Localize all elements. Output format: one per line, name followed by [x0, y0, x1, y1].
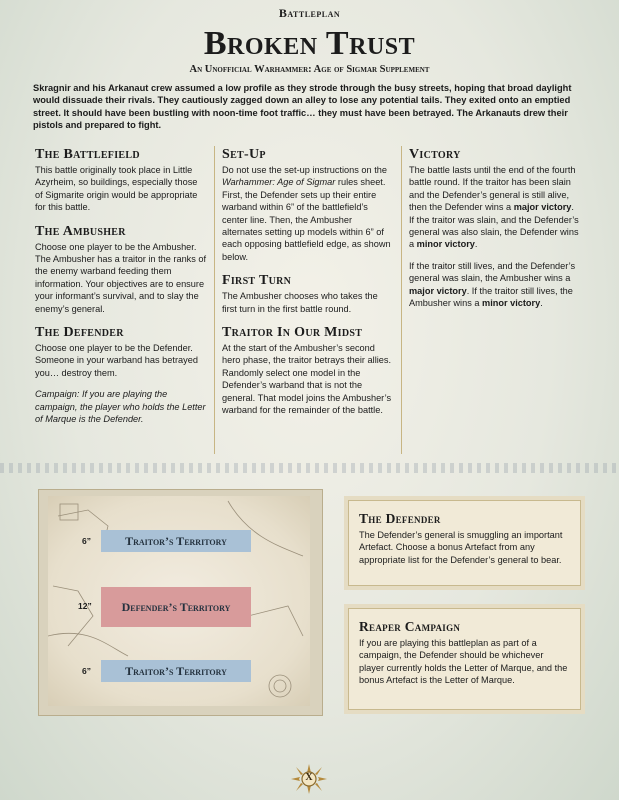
traitor-heading: Traitor In Our Midst [222, 325, 363, 341]
first-turn-heading: First Turn [222, 273, 292, 289]
column-left [35, 146, 207, 435]
campaign-note: Campaign: If you are playing the campaign, the player who holds the Letter of Marque is the Defender. [35, 389, 206, 425]
battleplan-kicker: Battleplan [278, 6, 341, 20]
top-traitor-zone: Traitor’s Territory [101, 530, 251, 552]
sigmar-emblem-icon [291, 764, 327, 794]
column-divider-2 [401, 146, 402, 454]
setup-text [222, 164, 394, 263]
major-victory-term: major victory [513, 202, 572, 213]
battlefield-text: This battle originally took place in Little Azyrheim, so buildings, especially those of Sigmarite origin would be appropriate for this battle. [35, 165, 198, 213]
victory-p1-c: . [474, 239, 478, 250]
minor-victory-term-2: minor victory [482, 298, 541, 309]
first-turn-text: The Ambusher chooses who takes the first turn in the first battle round. [222, 291, 378, 314]
page-title: Broken Trust [203, 25, 416, 62]
minor-victory-term: minor victory [416, 239, 475, 250]
campaign-info-box [348, 608, 581, 710]
campaign-box-heading: Reaper Campaign [359, 619, 461, 634]
battlefield-heading: The Battlefield [35, 147, 140, 162]
column-divider-1 [214, 146, 215, 454]
defender-text: Choose one player to be the Defender. Someone in your warband has betrayed you… destroy them. [35, 343, 198, 378]
victory-p2-c: . [540, 298, 543, 309]
victory-heading: Victory [409, 147, 461, 162]
victory-p2-b: . If the traitor still lives, the Ambusher wins a [409, 285, 573, 309]
page-marker: X [305, 772, 313, 783]
defender-heading: The Defender [35, 325, 124, 341]
victory-p2-a: If the traitor still lives, and the Defender’s general was slain, the Ambusher wins a [409, 260, 576, 284]
setup-heading: Set-Up [222, 147, 266, 162]
section-divider [0, 463, 619, 473]
bottom-traitor-zone: Traitor’s Territory [101, 660, 251, 682]
setup-rules-reference: Warhammer: Age of Sigmar [222, 177, 336, 188]
traitor-text: At the start of the Ambusher’s second hero phase, the traitor betrays their allies. Randomly select one model in the Defender’s warband that is not the general. That model joins the Ambusher’s warband for the remainder of the battle. [222, 343, 392, 416]
page-subtitle: An Unofficial Warhammer: Age of Sigmar Supplement [189, 64, 430, 75]
column-middle [222, 146, 394, 426]
column-right [409, 146, 581, 318]
victory-p1-b: . If the traitor was slain, and the Defender’s general was also slain, the Defender wins a [409, 202, 579, 250]
ambusher-heading: The Ambusher [35, 223, 126, 239]
defender-box-heading: The Defender [359, 511, 441, 526]
campaign-box-text: If you are playing this battleplan as part of a campaign, the Defender should be whichever player currently holds the Letter of Marque, and the bonus Artefact is the Letter of Marque. [359, 638, 568, 686]
major-victory-term-2: major victory [409, 285, 467, 296]
middle-zone-measure: 12” [78, 601, 92, 611]
bottom-zone-measure: 6” [82, 666, 91, 676]
victory-paragraph-1 [409, 164, 581, 251]
setup-text-part1: Do not use the set-up instructions on the [222, 165, 387, 175]
defender-zone: Defender’s Territory [101, 587, 251, 627]
ambusher-text: Choose one player to be the Ambusher. The Ambusher has a traitor in the ranks of the enemy warband feeding them information. Your objectives are to ensure your informant’s survival, and to slay the enemy’s general. [35, 241, 207, 314]
defender-box-text: The Defender’s general is smuggling an important Artefact. Choose a bonus Artefact from any appropriate list for the Defender’s general to bear. [359, 530, 563, 565]
defender-info-box [348, 500, 581, 586]
intro-paragraph: Skragnir and his Arkanaut crew assumed a low profile as they strode through the busy streets, hoping that broad daylight would dissuade their rivals. They cautiously zagged down an alley to lose any potential tails. They exited onto an emptied street. It should have been bustling with noon-time foot traffic… they must have been betrayed. The Arkanauts drew their pistols and prepared to fight. [33, 83, 572, 130]
setup-text-part2: rules sheet. First, the Defender sets up their entire warband within 6” of the battlefield’s center line. Then, the Ambusher alternates setting up models within 6” of each opposing battlefield edge, as shown below. [222, 177, 391, 262]
victory-paragraph-2 [409, 260, 581, 310]
victory-p1-a: The battle lasts until the end of the fourth battle round. If the traitor has been slain and the Defender’s general is still alive, then the Defender wins a [409, 165, 576, 213]
top-zone-measure: 6” [82, 536, 91, 546]
